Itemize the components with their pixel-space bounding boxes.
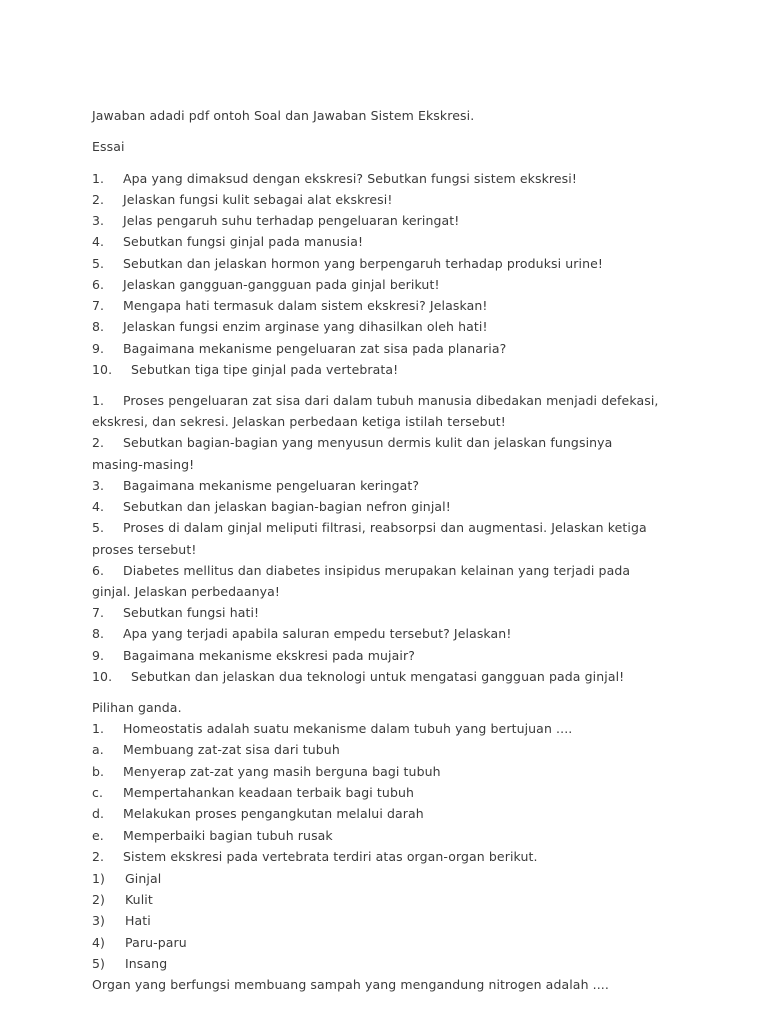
item-text: Kulit: [125, 892, 153, 907]
intro-line: Jawaban adadi pdf ontoh Soal dan Jawaban Sistem Ekskresi.: [92, 108, 475, 123]
question-text: Proses pengeluaran zat sisa dari dalam tubuh manusia dibedakan menjadi defekasi,: [123, 393, 659, 408]
item-number: 5): [92, 956, 106, 971]
essay-question: [92, 520, 647, 536]
essai-heading: Essai: [92, 139, 125, 154]
question-number: 10.: [92, 362, 113, 377]
essay-question: [92, 563, 630, 579]
option-text: Mempertahankan keadaan terbaik bagi tubuh: [123, 785, 415, 800]
item-text: Insang: [125, 956, 168, 971]
question-text: Bagaimana mekanisme pengeluaran keringat?: [123, 478, 420, 493]
question-number: 7.: [92, 605, 105, 620]
mc-option: [92, 806, 424, 822]
question-number: 3.: [92, 478, 105, 493]
organ-item: [92, 956, 167, 972]
essay-question: [92, 298, 487, 314]
question-number: 2.: [92, 849, 105, 864]
option-letter: e.: [92, 828, 104, 843]
question-text: Sistem ekskresi pada vertebrata terdiri atas organ-organ berikut.: [123, 849, 538, 864]
question-text: Sebutkan dan jelaskan hormon yang berpengaruh terhadap produksi urine!: [123, 256, 604, 271]
organ-item: [92, 871, 161, 887]
question-number: 4.: [92, 499, 105, 514]
mc-option: [92, 828, 333, 844]
question-number: 3.: [92, 213, 105, 228]
question-text: Sebutkan dan jelaskan bagian-bagian nefron ginjal!: [123, 499, 451, 514]
question-text: Sebutkan fungsi hati!: [123, 605, 260, 620]
item-text: Ginjal: [125, 871, 162, 886]
question-number: 7.: [92, 298, 105, 313]
question-text: Sebutkan bagian-bagian yang menyusun dermis kulit dan jelaskan fungsinya: [123, 435, 613, 450]
question-continuation: masing-masing!: [92, 457, 195, 472]
question-number: 1.: [92, 171, 105, 186]
question-text: Sebutkan dan jelaskan dua teknologi untuk mengatasi gangguan pada ginjal!: [131, 669, 625, 684]
essay-question: [92, 362, 398, 378]
question-number: 8.: [92, 319, 105, 334]
question-number: 1.: [92, 721, 105, 736]
question-continuation: ginjal. Jelaskan perbedaanya!: [92, 584, 281, 599]
question-text: Jelaskan fungsi kulit sebagai alat ekskresi!: [123, 192, 393, 207]
question-text: Apa yang dimaksud dengan ekskresi? Sebutkan fungsi sistem ekskresi!: [123, 171, 577, 186]
option-letter: c.: [92, 785, 104, 800]
question-text: Mengapa hati termasuk dalam sistem ekskresi? Jelaskan!: [123, 298, 488, 313]
essay-question: [92, 319, 488, 335]
option-letter: a.: [92, 742, 104, 757]
question-text: Homeostatis adalah suatu mekanisme dalam tubuh yang bertujuan ....: [123, 721, 573, 736]
question-text: Jelaskan gangguan-gangguan pada ginjal berikut!: [123, 277, 440, 292]
question-text: Apa yang terjadi apabila saluran empedu tersebut? Jelaskan!: [123, 626, 512, 641]
option-text: Memperbaiki bagian tubuh rusak: [123, 828, 333, 843]
question-number: 8.: [92, 626, 105, 641]
item-text: Paru-paru: [125, 935, 187, 950]
question-text: Proses di dalam ginjal meliputi filtrasi, reabsorpsi dan augmentasi. Jelaskan ketiga: [123, 520, 647, 535]
mc-option: [92, 764, 441, 780]
question-number: 2.: [92, 435, 105, 450]
question-text: Sebutkan fungsi ginjal pada manusia!: [123, 234, 364, 249]
question-text: Jelaskan fungsi enzim arginase yang dihasilkan oleh hati!: [123, 319, 488, 334]
option-text: Menyerap zat-zat yang masih berguna bagi tubuh: [123, 764, 441, 779]
item-text: Hati: [125, 913, 151, 928]
question-continuation: proses tersebut!: [92, 542, 197, 557]
mc-option: [92, 742, 340, 758]
question-number: 10.: [92, 669, 113, 684]
question-continuation: ekskresi, dan sekresi. Jelaskan perbedaan ketiga istilah tersebut!: [92, 414, 506, 429]
question-number: 1.: [92, 393, 105, 408]
item-number: 4): [92, 935, 106, 950]
question-number: 5.: [92, 256, 105, 271]
essay-question: [92, 499, 451, 515]
organ-item: [92, 935, 187, 951]
question-text: Bagaimana mekanisme pengeluaran zat sisa pada planaria?: [123, 341, 507, 356]
multiple-choice-heading: Pilihan ganda.: [92, 700, 182, 715]
question-stem: Organ yang berfungsi membuang sampah yang mengandung nitrogen adalah ....: [92, 977, 609, 992]
essay-question: [92, 192, 392, 208]
essay-question: [92, 393, 658, 409]
option-letter: b.: [92, 764, 105, 779]
question-number: 5.: [92, 520, 105, 535]
essay-question: [92, 277, 440, 293]
organ-item: [92, 892, 153, 908]
question-text: Diabetes mellitus dan diabetes insipidus merupakan kelainan yang terjadi pada: [123, 563, 631, 578]
essay-question: [92, 669, 624, 685]
essay-question: [92, 435, 612, 451]
essay-question: [92, 605, 259, 621]
option-text: Melakukan proses pengangkutan melalui darah: [123, 806, 424, 821]
essay-question: [92, 213, 459, 229]
question-number: 9.: [92, 648, 105, 663]
mc-question: [92, 849, 538, 865]
essay-question: [92, 341, 506, 357]
organ-item: [92, 913, 151, 929]
question-number: 6.: [92, 563, 105, 578]
question-text: Sebutkan tiga tipe ginjal pada vertebrata!: [131, 362, 399, 377]
question-text: Jelas pengaruh suhu terhadap pengeluaran keringat!: [123, 213, 460, 228]
essay-question: [92, 171, 577, 187]
essay-question: [92, 256, 603, 272]
question-number: 2.: [92, 192, 105, 207]
item-number: 1): [92, 871, 106, 886]
item-number: 2): [92, 892, 106, 907]
item-number: 3): [92, 913, 106, 928]
question-number: 4.: [92, 234, 105, 249]
essay-question: [92, 234, 363, 250]
essay-question: [92, 478, 419, 494]
option-text: Membuang zat-zat sisa dari tubuh: [123, 742, 340, 757]
option-letter: d.: [92, 806, 105, 821]
question-number: 6.: [92, 277, 105, 292]
essay-question: [92, 648, 415, 664]
mc-option: [92, 785, 414, 801]
question-number: 9.: [92, 341, 105, 356]
question-text: Bagaimana mekanisme ekskresi pada mujair?: [123, 648, 415, 663]
essay-question: [92, 626, 511, 642]
mc-question: [92, 721, 572, 737]
